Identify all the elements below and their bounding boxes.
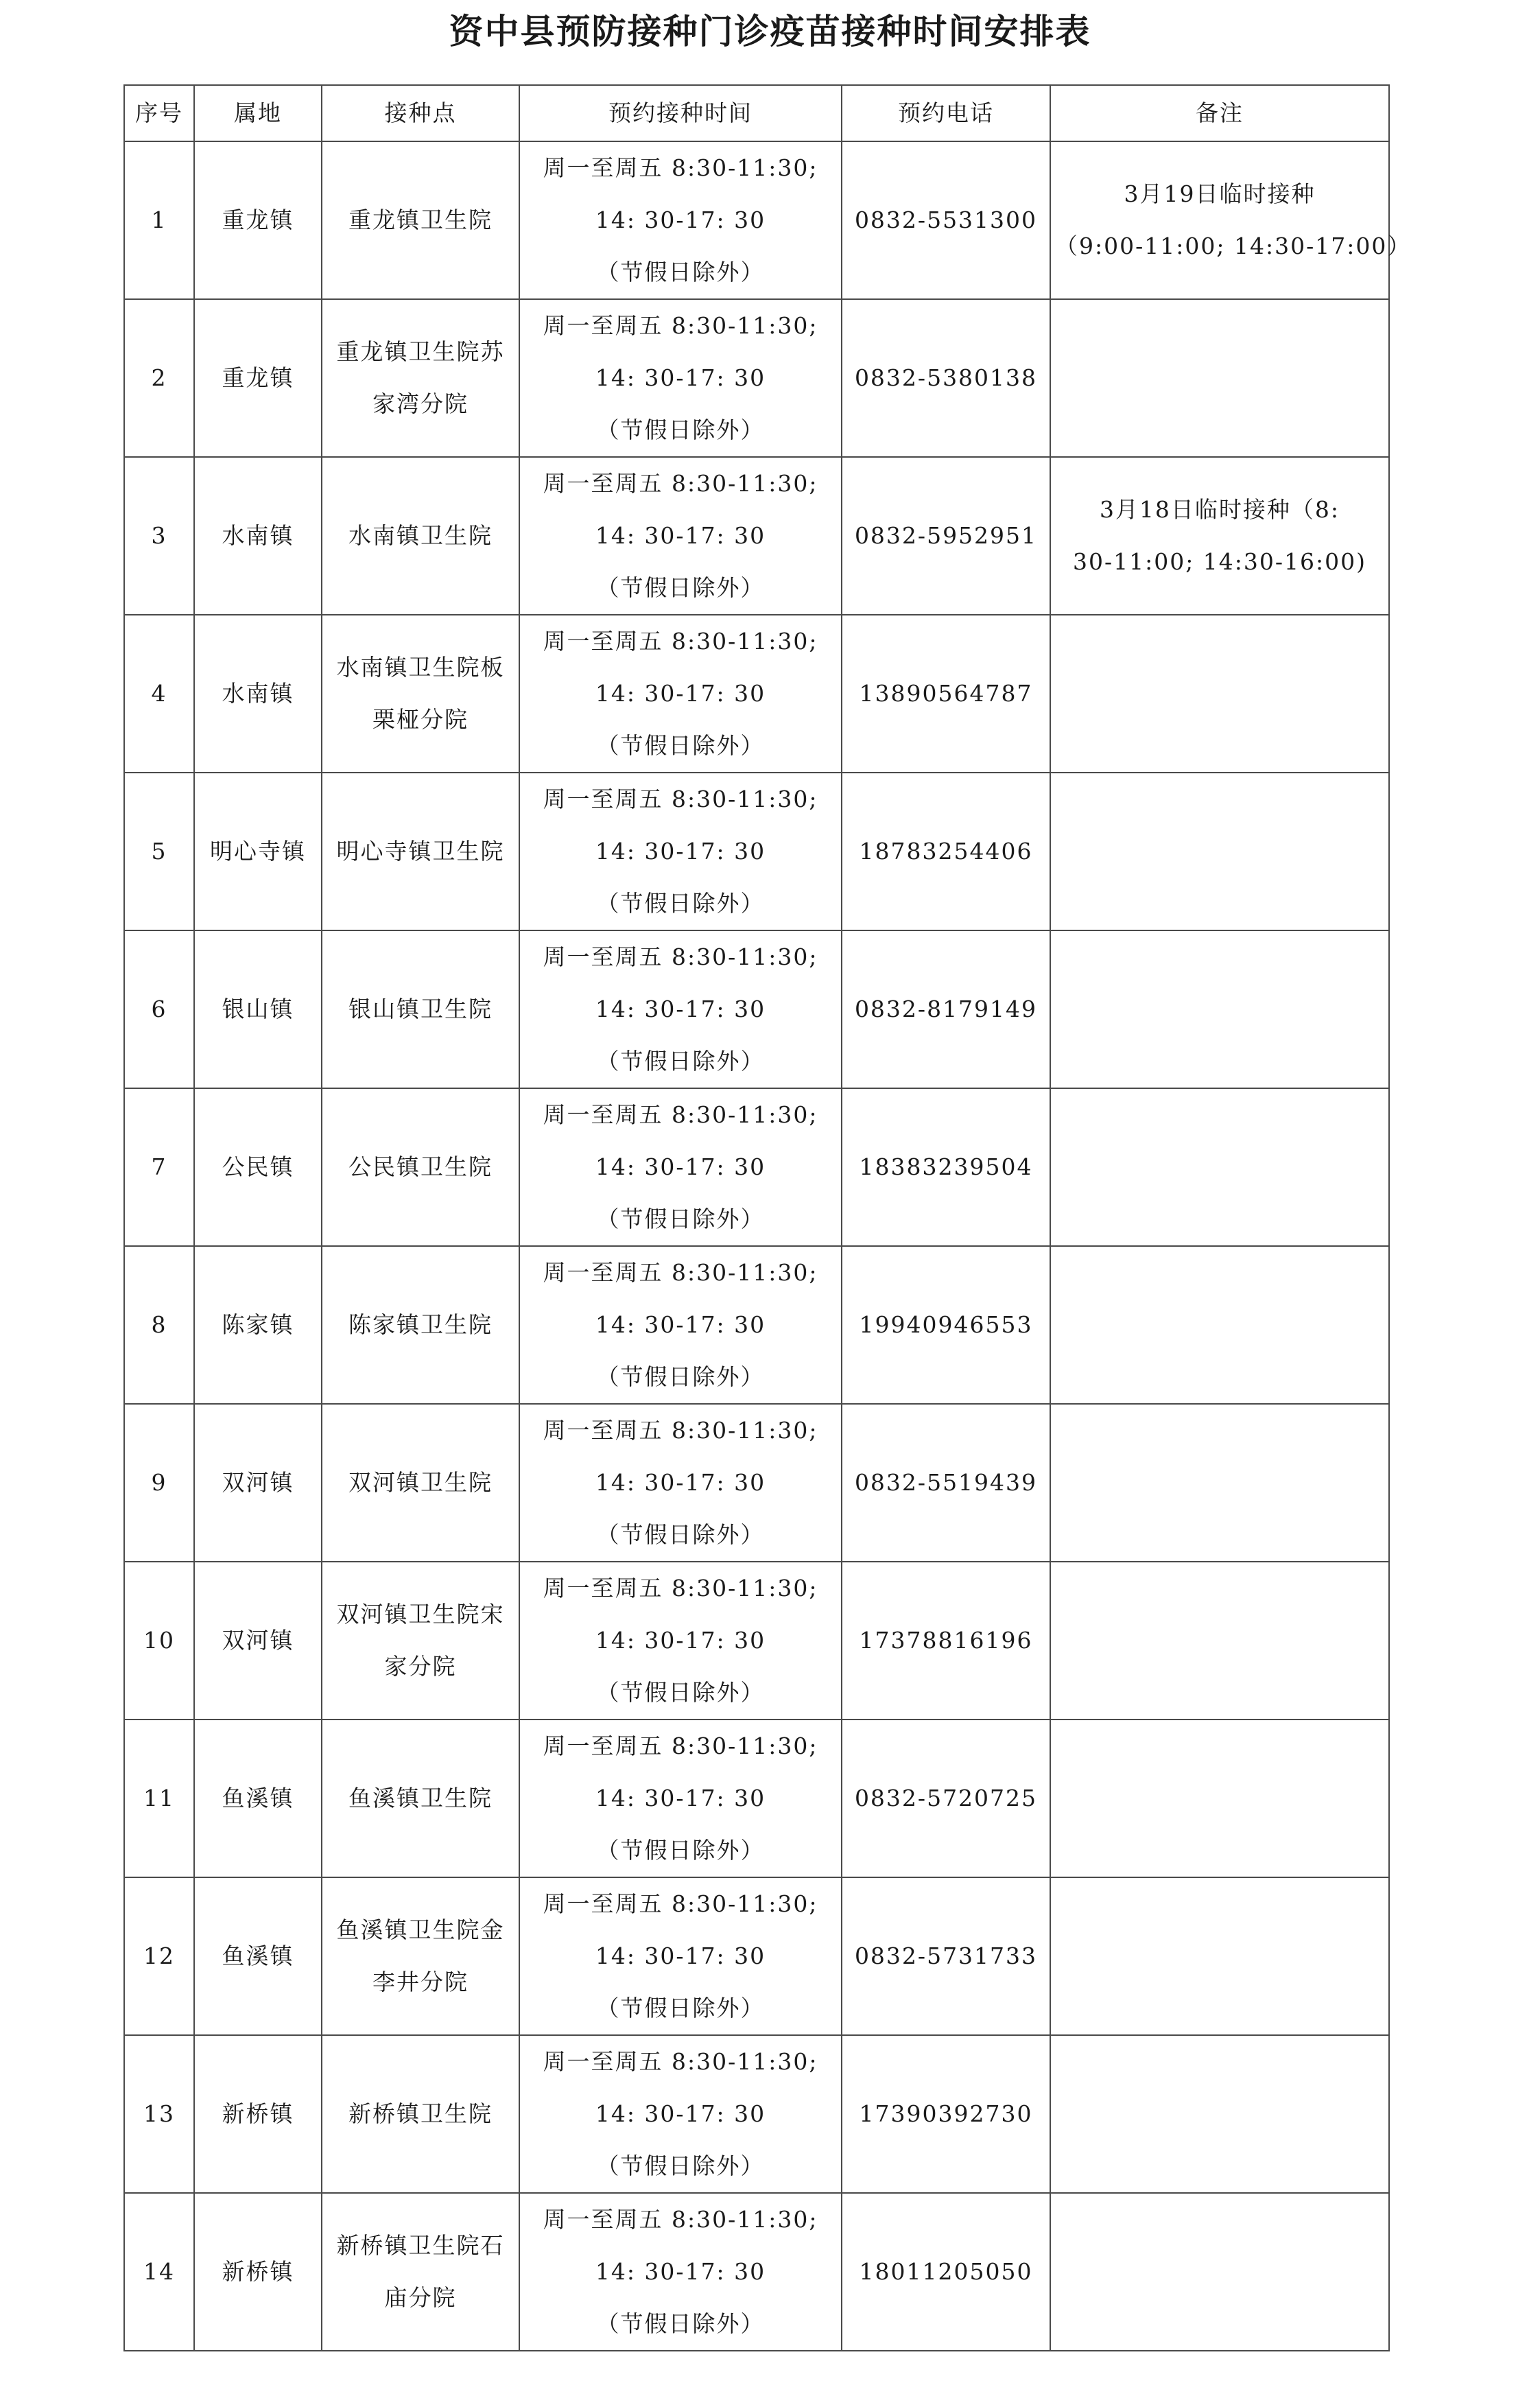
row-number-cell: 8 bbox=[124, 1246, 194, 1404]
document-title: 资中县预防接种门诊疫苗接种时间安排表 bbox=[449, 12, 1091, 51]
area-cell: 新桥镇 bbox=[194, 2035, 322, 2193]
hours-line: 14: 30-17: 30 bbox=[595, 1153, 766, 1180]
area-cell: 鱼溪镇 bbox=[194, 1720, 322, 1877]
row-number-cell: 13 bbox=[124, 2035, 194, 2193]
hours-line: （节假日除外） bbox=[596, 259, 765, 285]
hours-line: （节假日除外） bbox=[596, 1679, 765, 1706]
hours-line: （节假日除外） bbox=[596, 574, 765, 601]
hours-cell bbox=[519, 2193, 842, 2351]
table-row bbox=[124, 141, 1389, 299]
hours-line: 周一至周五 8:30-11:30; bbox=[543, 1259, 818, 1286]
site-cell bbox=[322, 1404, 519, 1562]
hours-cell bbox=[519, 457, 842, 615]
hours-cell bbox=[519, 299, 842, 457]
site-name: 新桥镇卫生院 bbox=[348, 2100, 493, 2127]
area-cell: 重龙镇 bbox=[194, 299, 322, 457]
hours-line: 14: 30-17: 30 bbox=[595, 680, 766, 707]
hours-line: 14: 30-17: 30 bbox=[595, 522, 766, 549]
phone-cell: 18783254406 bbox=[842, 773, 1050, 930]
table-row bbox=[124, 1877, 1389, 2035]
table-row bbox=[124, 615, 1389, 773]
hours-cell bbox=[519, 1088, 842, 1246]
hours-line: （节假日除外） bbox=[596, 1995, 765, 2021]
note-cell bbox=[1050, 1088, 1389, 1246]
note-cell bbox=[1050, 457, 1389, 615]
hours-cell bbox=[519, 773, 842, 930]
site-name: 新桥镇卫生院石庙分院 bbox=[336, 2232, 505, 2311]
hours-line: （节假日除外） bbox=[596, 1521, 765, 1548]
note-cell bbox=[1050, 141, 1412, 299]
site-cell bbox=[322, 615, 519, 773]
site-name: 银山镇卫生院 bbox=[348, 996, 493, 1022]
header-cell-no: 序号 bbox=[124, 85, 194, 141]
table-row bbox=[124, 457, 1389, 615]
row-number-cell: 10 bbox=[124, 1562, 194, 1720]
hours-line: 14: 30-17: 30 bbox=[595, 838, 766, 865]
site-cell bbox=[322, 930, 519, 1088]
hours-cell bbox=[519, 1562, 842, 1720]
site-cell bbox=[322, 2035, 519, 2193]
row-number-cell: 7 bbox=[124, 1088, 194, 1246]
row-number-cell: 5 bbox=[124, 773, 194, 930]
site-name: 重龙镇卫生院苏家湾分院 bbox=[336, 338, 505, 417]
hours-line: 周一至周五 8:30-11:30; bbox=[543, 470, 818, 497]
hours-line: 14: 30-17: 30 bbox=[595, 1785, 766, 1811]
site-name: 明心寺镇卫生院 bbox=[336, 838, 505, 865]
hours-line: 14: 30-17: 30 bbox=[595, 2100, 766, 2127]
area-cell: 双河镇 bbox=[194, 1562, 322, 1720]
row-number-cell: 9 bbox=[124, 1404, 194, 1562]
hours-cell bbox=[519, 930, 842, 1088]
hours-line: （节假日除外） bbox=[596, 1206, 765, 1232]
header-cell-area: 属地 bbox=[194, 85, 322, 141]
area-cell: 水南镇 bbox=[194, 615, 322, 773]
hours-cell bbox=[519, 141, 842, 299]
area-cell: 重龙镇 bbox=[194, 141, 322, 299]
hours-line: 周一至周五 8:30-11:30; bbox=[543, 2048, 818, 2075]
phone-cell: 0832-5720725 bbox=[842, 1720, 1050, 1877]
phone-cell: 18011205050 bbox=[842, 2193, 1050, 2351]
table-row bbox=[124, 1404, 1389, 1562]
site-cell bbox=[322, 1246, 519, 1404]
phone-cell: 13890564787 bbox=[842, 615, 1050, 773]
note-cell bbox=[1050, 1877, 1389, 2035]
hours-cell bbox=[519, 1877, 842, 2035]
site-cell bbox=[322, 1088, 519, 1246]
phone-cell: 0832-5380138 bbox=[842, 299, 1050, 457]
phone-cell: 0832-5952951 bbox=[842, 457, 1050, 615]
hours-line: 周一至周五 8:30-11:30; bbox=[543, 1575, 818, 1601]
note-line: 30-11:00; 14:30-16:00) bbox=[1072, 548, 1367, 575]
table-row bbox=[124, 2193, 1389, 2351]
site-name: 水南镇卫生院 bbox=[348, 522, 493, 549]
hours-line: 14: 30-17: 30 bbox=[595, 1943, 766, 1969]
table-row bbox=[124, 1720, 1389, 1877]
hours-line: （节假日除外） bbox=[596, 1363, 765, 1390]
table-row bbox=[124, 299, 1389, 457]
hours-cell bbox=[519, 1404, 842, 1562]
phone-cell: 17390392730 bbox=[842, 2035, 1050, 2193]
note-cell bbox=[1050, 930, 1389, 1088]
area-cell: 新桥镇 bbox=[194, 2193, 322, 2351]
hours-cell bbox=[519, 2035, 842, 2193]
phone-cell: 19940946553 bbox=[842, 1246, 1050, 1404]
hours-line: 周一至周五 8:30-11:30; bbox=[543, 943, 818, 970]
area-cell: 陈家镇 bbox=[194, 1246, 322, 1404]
table-row bbox=[124, 1246, 1389, 1404]
area-cell: 鱼溪镇 bbox=[194, 1877, 322, 2035]
note-cell bbox=[1050, 615, 1389, 773]
hours-line: 周一至周五 8:30-11:30; bbox=[543, 2206, 818, 2233]
table-body bbox=[124, 141, 1412, 2351]
row-number-cell: 11 bbox=[124, 1720, 194, 1877]
note-cell bbox=[1050, 2193, 1389, 2351]
site-cell bbox=[322, 1877, 519, 2035]
hours-line: （节假日除外） bbox=[596, 1048, 765, 1075]
phone-cell: 0832-8179149 bbox=[842, 930, 1050, 1088]
phone-cell: 0832-5731733 bbox=[842, 1877, 1050, 2035]
row-number-cell: 1 bbox=[124, 141, 194, 299]
hours-line: 14: 30-17: 30 bbox=[595, 1469, 766, 1496]
note-line: 3月19日临时接种 bbox=[1124, 180, 1316, 207]
site-cell bbox=[322, 2193, 519, 2351]
hours-line: 周一至周五 8:30-11:30; bbox=[543, 1417, 818, 1444]
site-cell bbox=[322, 299, 519, 457]
table-row bbox=[124, 1562, 1389, 1720]
area-cell: 水南镇 bbox=[194, 457, 322, 615]
area-cell: 公民镇 bbox=[194, 1088, 322, 1246]
phone-cell: 17378816196 bbox=[842, 1562, 1050, 1720]
hours-line: （节假日除外） bbox=[596, 416, 765, 443]
note-cell bbox=[1050, 1246, 1389, 1404]
hours-cell bbox=[519, 1246, 842, 1404]
row-number-cell: 6 bbox=[124, 930, 194, 1088]
hours-line: （节假日除外） bbox=[596, 1837, 765, 1864]
site-name: 鱼溪镇卫生院 bbox=[348, 1785, 493, 1811]
hours-line: （节假日除外） bbox=[596, 2310, 765, 2337]
note-line: 3月18日临时接种（8: bbox=[1099, 496, 1340, 523]
site-name: 鱼溪镇卫生院金李井分院 bbox=[336, 1916, 505, 1995]
hours-line: 14: 30-17: 30 bbox=[595, 996, 766, 1022]
row-number-cell: 14 bbox=[124, 2193, 194, 2351]
header-cell-site: 接种点 bbox=[322, 85, 519, 141]
phone-cell: 0832-5531300 bbox=[842, 141, 1050, 299]
area-cell: 银山镇 bbox=[194, 930, 322, 1088]
note-cell bbox=[1050, 299, 1389, 457]
note-cell bbox=[1050, 1720, 1389, 1877]
hours-line: 14: 30-17: 30 bbox=[595, 1627, 766, 1654]
site-name: 公民镇卫生院 bbox=[348, 1153, 493, 1180]
table-row bbox=[124, 2035, 1389, 2193]
vaccination-schedule-table bbox=[123, 84, 1412, 2351]
hours-cell bbox=[519, 1720, 842, 1877]
table-row bbox=[124, 930, 1389, 1088]
hours-line: 周一至周五 8:30-11:30; bbox=[543, 786, 818, 812]
site-name: 重龙镇卫生院 bbox=[348, 207, 493, 233]
hours-line: （节假日除外） bbox=[596, 890, 765, 917]
table-row bbox=[124, 1088, 1389, 1246]
table-row bbox=[124, 773, 1389, 930]
hours-line: （节假日除外） bbox=[596, 2152, 765, 2179]
hours-line: 周一至周五 8:30-11:30; bbox=[543, 154, 818, 181]
hours-cell bbox=[519, 615, 842, 773]
site-name: 陈家镇卫生院 bbox=[348, 1311, 493, 1338]
row-number-cell: 12 bbox=[124, 1877, 194, 2035]
site-cell bbox=[322, 141, 519, 299]
hours-line: 14: 30-17: 30 bbox=[595, 1311, 766, 1338]
note-line: （9:00-11:00; 14:30-17:00） bbox=[1055, 233, 1412, 259]
site-name: 双河镇卫生院 bbox=[348, 1469, 493, 1496]
site-cell bbox=[322, 1720, 519, 1877]
hours-line: 周一至周五 8:30-11:30; bbox=[543, 1890, 818, 1917]
phone-cell: 0832-5519439 bbox=[842, 1404, 1050, 1562]
row-number-cell: 2 bbox=[124, 299, 194, 457]
note-cell bbox=[1050, 1562, 1389, 1720]
phone-cell: 18383239504 bbox=[842, 1088, 1050, 1246]
header-cell-hours: 预约接种时间 bbox=[519, 85, 842, 141]
site-name: 水南镇卫生院板栗桠分院 bbox=[336, 654, 505, 733]
hours-line: 14: 30-17: 30 bbox=[595, 2258, 766, 2285]
area-cell: 双河镇 bbox=[194, 1404, 322, 1562]
area-cell: 明心寺镇 bbox=[194, 773, 322, 930]
hours-line: （节假日除外） bbox=[596, 732, 765, 759]
row-number-cell: 3 bbox=[124, 457, 194, 615]
site-cell bbox=[322, 773, 519, 930]
site-cell bbox=[322, 457, 519, 615]
hours-line: 周一至周五 8:30-11:30; bbox=[543, 1733, 818, 1759]
site-cell bbox=[322, 1562, 519, 1720]
note-cell bbox=[1050, 773, 1389, 930]
note-cell bbox=[1050, 1404, 1389, 1562]
hours-line: 周一至周五 8:30-11:30; bbox=[543, 1101, 818, 1128]
row-number-cell: 4 bbox=[124, 615, 194, 773]
header-cell-note: 备注 bbox=[1050, 85, 1389, 141]
header-cell-phone: 预约电话 bbox=[842, 85, 1050, 141]
hours-line: 周一至周五 8:30-11:30; bbox=[543, 628, 818, 655]
site-name: 双河镇卫生院宋家分院 bbox=[336, 1601, 505, 1680]
hours-line: 14: 30-17: 30 bbox=[595, 207, 766, 233]
hours-line: 周一至周五 8:30-11:30; bbox=[543, 312, 818, 339]
hours-line: 14: 30-17: 30 bbox=[595, 364, 766, 391]
table-header-row bbox=[124, 85, 1389, 141]
note-cell bbox=[1050, 2035, 1389, 2193]
